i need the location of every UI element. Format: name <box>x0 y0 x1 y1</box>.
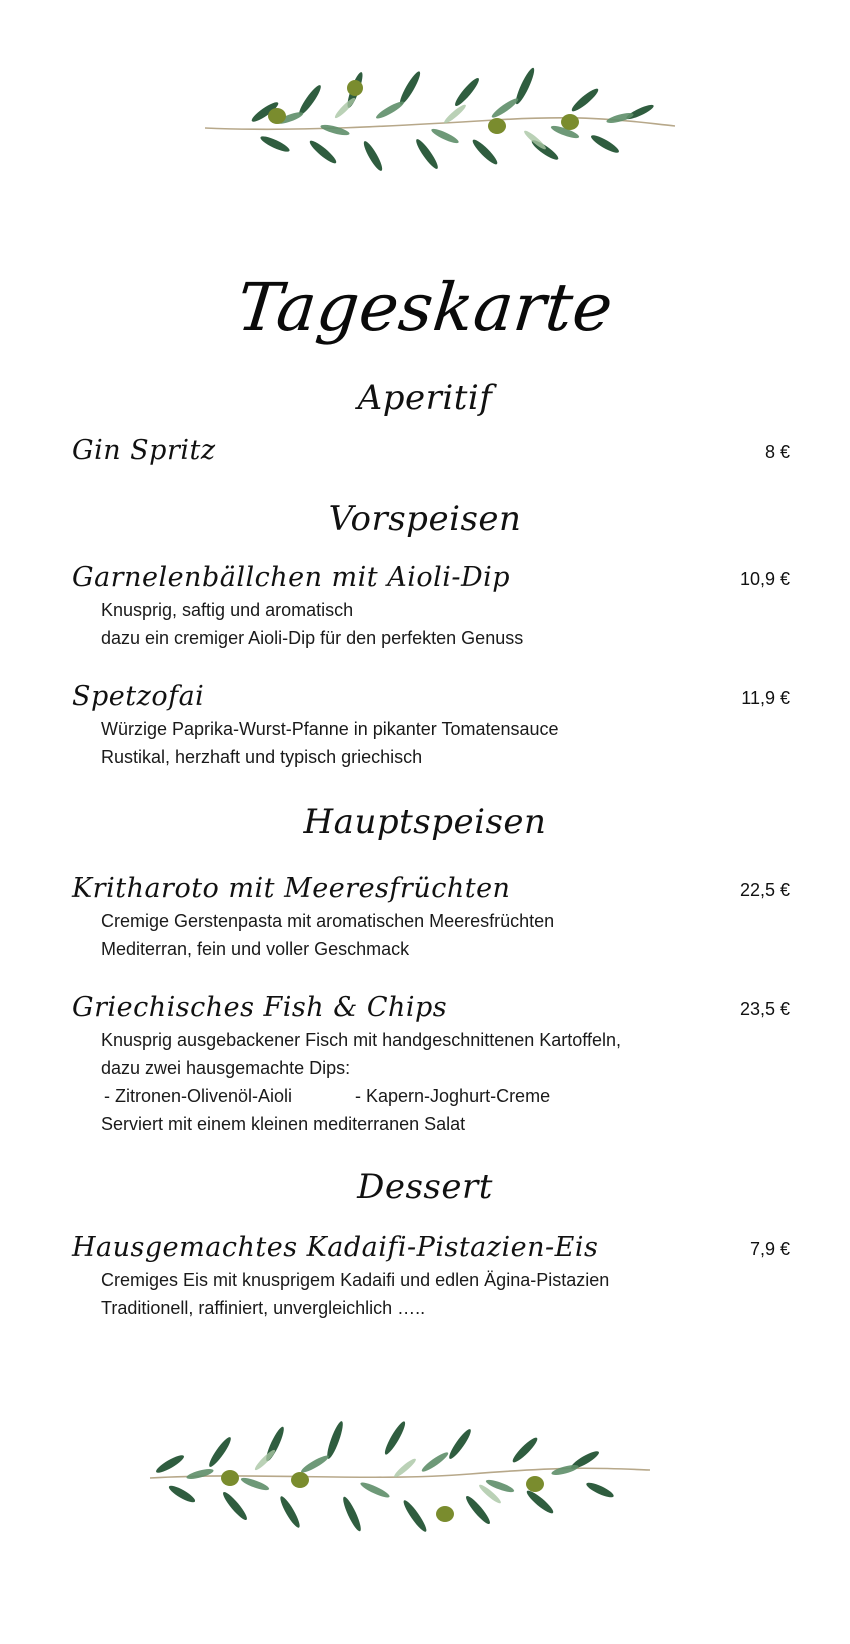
menu-item-price: 23,5 € <box>739 999 790 1019</box>
menu-item-description: Knusprig, saftig und aromatisch <box>101 600 354 620</box>
menu-item-description: dazu zwei hausgemachte Dips: <box>101 1058 351 1078</box>
menu-item-description: Cremiges Eis mit knusprigem Kadaifi und edlen Ägina-Pistazien <box>101 1270 610 1290</box>
menu-item-price: 10,9 € <box>739 569 790 589</box>
menu-item-name: Spetzofai <box>72 681 205 712</box>
dip-option: - Kapern-Joghurt-Creme <box>355 1086 551 1106</box>
menu-item-price: 11,9 € <box>741 688 790 708</box>
section-title-vorspeisen: Vorspeisen <box>328 499 522 539</box>
menu-item-description: Mediterran, fein und voller Geschmack <box>101 939 410 959</box>
menu-item-name: Hausgemachtes Kadaifi-Pistazien-Eis <box>72 1232 599 1263</box>
menu-item-name: Kritharoto mit Meeresfrüchten <box>72 873 511 904</box>
section-title-dessert: Dessert <box>357 1167 493 1207</box>
menu-item-name: Garnelenbällchen mit Aioli-Dip <box>72 562 511 593</box>
olive-branch-top-icon <box>205 60 685 190</box>
section-title-hauptspeisen: Hauptspeisen <box>303 802 547 842</box>
dip-option: - Zitronen-Olivenöl-Aioli <box>104 1086 293 1106</box>
menu-item-description: Serviert mit einem kleinen mediterranen Salat <box>101 1114 466 1134</box>
olive-branch-bottom-icon <box>140 1410 660 1550</box>
menu-item-description: Rustikal, herzhaft und typisch griechisch <box>101 747 423 767</box>
page-title: Tageskarte <box>233 269 617 346</box>
section-title-aperitif: Aperitif <box>357 378 493 418</box>
menu-item-name: Griechisches Fish & Chips <box>72 992 448 1023</box>
menu-item-price: 7,9 € <box>749 1239 790 1259</box>
menu-item-price: 22,5 € <box>739 880 790 900</box>
menu-item-description: Knusprig ausgebackener Fisch mit handgeschnittenen Kartoffeln, <box>101 1030 621 1050</box>
menu-item-description: Traditionell, raffiniert, unvergleichlich ….. <box>101 1298 426 1318</box>
menu-item-price: 8 € <box>764 442 790 462</box>
menu-item-name: Gin Spritz <box>72 435 216 466</box>
menu-item-description: Cremige Gerstenpasta mit aromatischen Meeresfrüchten <box>101 911 555 931</box>
menu-item-description: dazu ein cremiger Aioli-Dip für den perfekten Genuss <box>101 628 524 648</box>
menu-item-description: Würzige Paprika-Wurst-Pfanne in pikanter Tomatensauce <box>101 719 559 739</box>
